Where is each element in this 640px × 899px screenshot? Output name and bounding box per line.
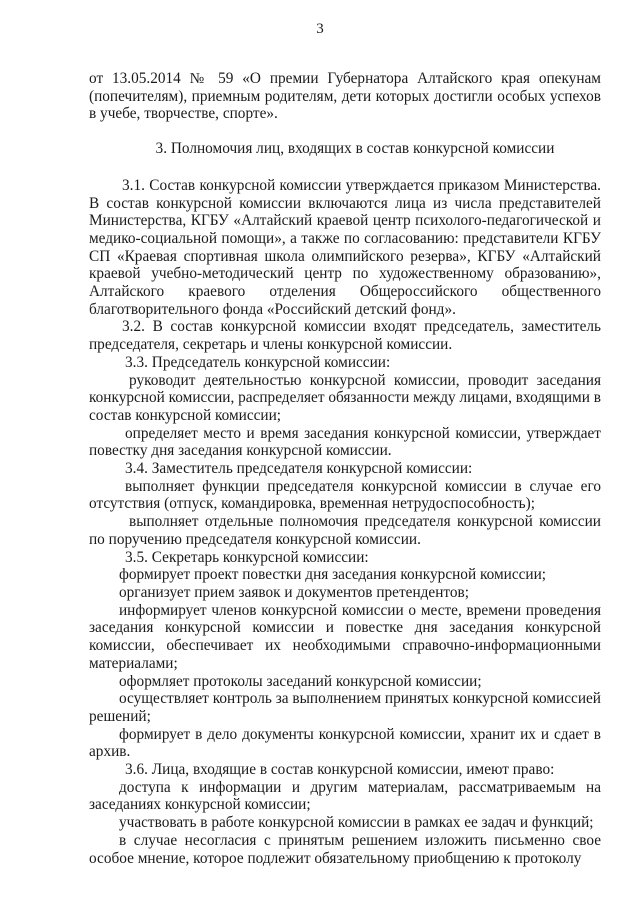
paragraph-3-5: 3.5. Секретарь конкурсной комиссии:: [125, 548, 369, 566]
member-right-1: доступа к информации и другим материалам, рассматриваемым на заседаниях конкурсной комиссии;: [89, 778, 601, 814]
paragraph-3-1: 3.1. Состав конкурсной комиссии утверждается приказом Министерства. В состав конкурсной комиссии включаются лица из числа представителей Министерства, КГБУ «Алтайский краевой центр психолого-педагогической и медико-социальной помощи», а также по согласованию: представители КГБУ СП «Краевая спортивная школа олимпийского резерва», КГБУ «Алтайский краевой учебно-методический центр по художественному образованию», Алтайского краевого отделения Общероссийского общественного благотворительного фонда «Российский детский фонд».: [89, 176, 601, 318]
deputy-duty-2: выполняет отдельные полномочия председателя конкурсной комиссии по поручению председателя конкурсной комиссии.: [89, 513, 601, 548]
paragraph-3-4: 3.4. Заместитель председателя конкурсной комиссии:: [125, 460, 473, 478]
page-number: 3: [316, 21, 324, 37]
deputy-duty-1: выполняет функции председателя конкурсной комиссии в случае его отсутствия (отпуск, командировка, временная нетрудоспособность);: [89, 477, 601, 513]
secretary-duty-6: формирует в дело документы конкурсной комиссии, хранит их и сдает в архив.: [89, 725, 601, 761]
paragraph-3-2: 3.2. В состав конкурсной комиссии входят председатель, заместитель председателя, секретарь и члены конкурсной комиссии.: [89, 318, 601, 354]
secretary-duty-4: оформляет протоколы заседаний конкурсной комиссии;: [119, 672, 482, 690]
paragraph-3-6: 3.6. Лица, входящие в состав конкурсной комиссии, имеют право:: [125, 761, 555, 779]
paragraph-3-3: 3.3. Председатель конкурсной комиссии:: [125, 353, 391, 371]
member-right-2: участвовать в работе конкурсной комиссии в рамках ее задач и функций;: [119, 814, 594, 832]
chairman-duty-1: руководит деятельностью конкурсной комиссии, проводит заседания конкурсной комиссии, распределяет обязанности между лицами, входящими в состав конкурсной комиссии;: [89, 371, 601, 424]
secretary-duty-1: формирует проект повестки дня заседания конкурсной комиссии;: [119, 566, 547, 584]
chairman-duty-2: определяет место и время заседания конкурсной комиссии, утверждает повестку дня заседания конкурсной комиссии.: [89, 424, 601, 460]
secretary-duty-3: информирует членов конкурсной комиссии о месте, времени проведения заседания конкурсной комиссии и повестке дня заседания конкурсной комиссии, обеспечивает их необходимыми справочно-информационными материалами;: [89, 601, 601, 672]
section-heading: 3. Полномочия лиц, входящих в состав конкурсной комиссии: [155, 140, 555, 158]
secretary-duty-2: организует прием заявок и документов претендентов;: [119, 583, 469, 601]
intro-paragraph: от 13.05.2014 № 59 «О премии Губернатора Алтайского края опекунам (попечителям), приемным родителям, дети которых достигли особых успехов в учебе, творчестве, спорте».: [89, 70, 601, 123]
secretary-duty-5: осуществляет контроль за выполнением принятых конкурсной комиссией решений;: [89, 690, 601, 725]
document-body: [89, 70, 601, 867]
member-right-3: в случае несогласия с принятым решением изложить письменно свое особое мнение, которое подлежит обязательному приобщению к протоколу: [89, 831, 601, 867]
